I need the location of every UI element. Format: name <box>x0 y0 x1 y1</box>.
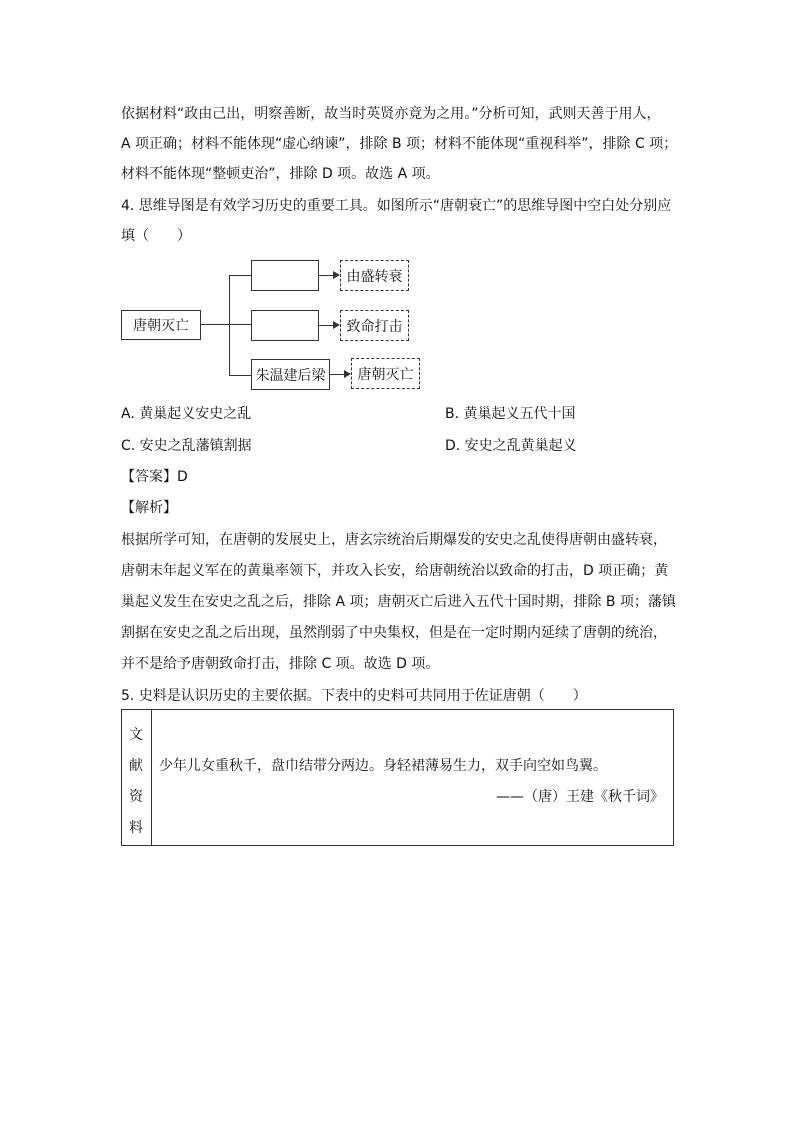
analysis-line: 割据在安史之乱之后出现，虽然削弱了中央集权，但是在一定时期内延续了唐朝的统治， <box>121 625 667 641</box>
mindmap-result-1: 由盛转衰 <box>340 260 409 291</box>
connector-line <box>201 324 229 325</box>
connector-line <box>229 275 251 276</box>
mindmap-result-2: 致命打击 <box>340 310 409 341</box>
header-char: 献 <box>129 758 143 774</box>
source-table <box>121 709 674 846</box>
answer-label: 【答案】D <box>121 469 188 485</box>
source-citation: ——（唐）王建《秋千词》 <box>496 789 664 805</box>
header-char: 资 <box>129 789 143 805</box>
question-5-stem: 5. 史料是认识历史的主要依据。下表中的史料可共同用于佐证唐朝（ ） <box>121 688 587 704</box>
question-4-stem-cont: 填（ ） <box>121 228 191 244</box>
arrow-head <box>344 370 351 378</box>
source-quote: 少年儿女重秋千，盘巾结带分两边。身轻裙薄易生力，双手向空如鸟翼。 <box>159 758 607 774</box>
mindmap-result-3: 唐朝灭亡 <box>351 358 420 389</box>
arrow-line <box>319 325 333 326</box>
option-d[interactable]: D. 安史之乱黄巢起义 <box>445 438 577 454</box>
connector-line <box>229 275 230 375</box>
analysis-heading: 【解析】 <box>121 500 177 516</box>
blank-box-2 <box>251 310 319 341</box>
arrow-head <box>333 321 340 329</box>
connector-line <box>229 375 251 376</box>
blank-box-1 <box>251 260 319 291</box>
header-char: 文 <box>129 727 143 743</box>
connector-line <box>229 324 251 325</box>
analysis-line: 材料不能体现“整顿吏治”，排除 D 项。故选 A 项。 <box>121 166 440 182</box>
option-a[interactable]: A. 黄巢起义安史之乱 <box>121 406 252 422</box>
arrow-line <box>319 275 333 276</box>
mindmap-cause-box: 朱温建后梁 <box>251 359 330 390</box>
option-b[interactable]: B. 黄巢起义五代十国 <box>445 406 576 422</box>
analysis-line: 并不是给予唐朝致命打击，排除 C 项。故选 D 项。 <box>121 656 440 672</box>
analysis-line: 根据所学可知，在唐朝的发展史上，唐玄宗统治后期爆发的安史之乱使得唐朝由盛转衰， <box>121 532 667 548</box>
header-char: 料 <box>129 820 143 836</box>
arrow-head <box>333 271 340 279</box>
mindmap-root: 唐朝灭亡 <box>121 310 201 340</box>
analysis-line: A 项正确；材料不能体现“虚心纳谏”，排除 B 项；材料不能体现“重视科举”，排除 C 项； <box>121 136 678 152</box>
analysis-line: 依据材料“政由己出，明察善断，故当时英贤亦竟为之用。”分析可知，武则天善于用人， <box>121 106 661 122</box>
question-4-stem: 4. 思维导图是有效学习历史的重要工具。如图所示“唐朝衰亡”的思维导图中空白处分别应 <box>121 198 672 214</box>
option-c[interactable]: C. 安史之乱藩镇割据 <box>121 438 252 454</box>
analysis-line: 唐朝末年起义军在的黄巢率领下，并攻入长安，给唐朝统治以致命的打击，D 项正确；黄 <box>121 563 669 579</box>
table-header-cell <box>122 710 152 845</box>
analysis-line: 巢起义发生在安史之乱之后，排除 A 项；唐朝灭亡后进入五代十国时期，排除 B 项；藩镇 <box>121 594 676 610</box>
arrow-line <box>330 374 344 375</box>
